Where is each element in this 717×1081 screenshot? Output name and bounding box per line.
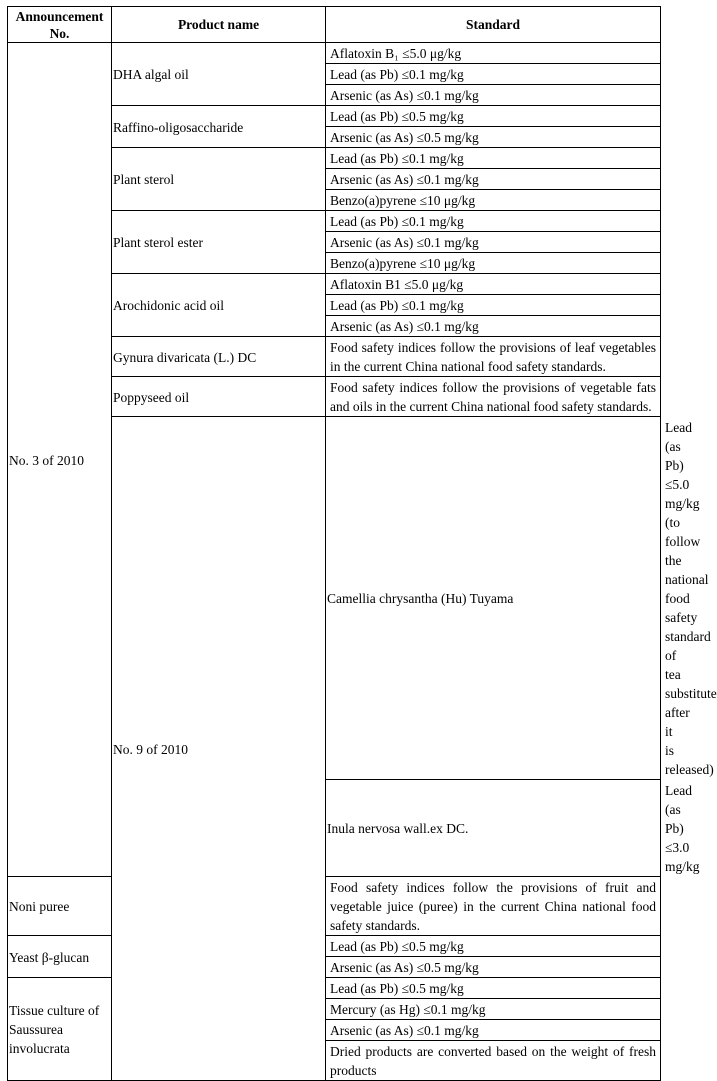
header-standard: Standard	[326, 7, 661, 43]
standard-cell: Arsenic (as As) ≤0.1 mg/kg	[326, 232, 661, 253]
standard-cell: Lead (as Pb) ≤0.1 mg/kg	[326, 148, 661, 169]
standard-cell: Arsenic (as As) ≤0.1 mg/kg	[326, 1020, 661, 1041]
announcement-cell: No. 9 of 2010	[112, 417, 326, 1081]
standard-cell: Lead (as Pb) ≤0.1 mg/kg	[326, 211, 661, 232]
product-name-cell: Gynura divaricata (L.) DC	[112, 337, 326, 377]
product-name-cell: Tissue culture of Saussurea involucrata	[8, 978, 112, 1081]
header-row	[8, 7, 661, 43]
standard-cell: Benzo(a)pyrene ≤10 μg/kg	[326, 253, 661, 274]
standard-cell: Food safety indices follow the provisions of vegetable fats and oils in the current China national food safety standards.	[326, 377, 661, 417]
standard-cell: Arsenic (as As) ≤0.1 mg/kg	[326, 316, 661, 337]
standard-cell: Arsenic (as As) ≤0.1 mg/kg	[326, 85, 661, 106]
standard-cell: Lead (as Pb) ≤0.5 mg/kg	[326, 978, 661, 999]
product-name-cell: Camellia chrysantha (Hu) Tuyama	[326, 417, 661, 780]
standards-table	[7, 6, 717, 1081]
header-announcement: Announcement No.	[8, 7, 112, 43]
announcement-cell: No. 3 of 2010	[8, 43, 112, 877]
standard-cell: Arsenic (as As) ≤0.1 mg/kg	[326, 169, 661, 190]
table-row	[8, 978, 661, 999]
standard-cell: Lead (as Pb) ≤0.1 mg/kg	[326, 64, 661, 85]
standard-cell: Food safety indices follow the provisions of fruit and vegetable juice (puree) in the current China national food safety standards.	[326, 877, 661, 936]
product-name-cell: Plant sterol ester	[112, 211, 326, 274]
standard-cell: Aflatoxin B1 ≤5.0 μg/kg	[326, 274, 661, 295]
product-name-cell: DHA algal oil	[112, 43, 326, 106]
product-name-cell: Raffino-oligosaccharide	[112, 106, 326, 148]
table-row	[8, 877, 661, 936]
standard-cell: Arsenic (as As) ≤0.5 mg/kg	[326, 127, 661, 148]
standard-cell: Dried products are converted based on the weight of fresh products	[326, 1041, 661, 1081]
product-name-cell: Plant sterol	[112, 148, 326, 211]
product-name-cell: Inula nervosa wall.ex DC.	[326, 780, 661, 877]
table-row: No. 9 of 2010 Camellia chrysantha (Hu) Tuyama Lead (as Pb) ≤5.0 mg/kg (to follow the national food safety standard of tea substitute after it is released)	[8, 417, 661, 780]
product-name-cell: Noni puree	[8, 877, 112, 936]
standard-cell: Lead (as Pb) ≤0.5 mg/kg	[326, 106, 661, 127]
product-name-cell: Poppyseed oil	[112, 377, 326, 417]
standard-cell: Mercury (as Hg) ≤0.1 mg/kg	[326, 999, 661, 1020]
standard-cell: Arsenic (as As) ≤0.5 mg/kg	[326, 957, 661, 978]
standard-cell: Benzo(a)pyrene ≤10 μg/kg	[326, 190, 661, 211]
table-row: Inula nervosa wall.ex DC. Lead (as Pb) ≤3.0 mg/kg	[8, 780, 661, 877]
standard-cell: Lead (as Pb) ≤0.1 mg/kg	[326, 295, 661, 316]
standard-cell: Food safety indices follow the provisions of leaf vegetables in the current China national food safety standards.	[326, 337, 661, 377]
header-product-name: Product name	[112, 7, 326, 43]
standard-cell: Lead (as Pb) ≤0.5 mg/kg	[326, 936, 661, 957]
table-row	[8, 936, 661, 957]
standard-cell: Aflatoxin B₁ ≤5.0 μg/kg	[326, 43, 661, 64]
table-row	[8, 43, 661, 64]
product-name-cell: Arochidonic acid oil	[112, 274, 326, 337]
product-name-cell: Yeast β-glucan	[8, 936, 112, 978]
